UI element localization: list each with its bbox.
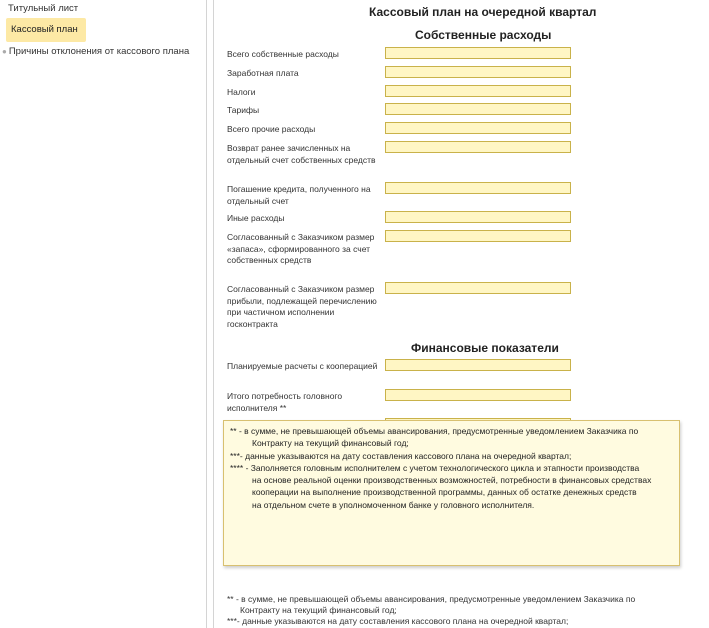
reserve-input[interactable] — [385, 230, 571, 242]
footnote-line: ***- данные указываются на дату составления кассового плана на очередной квартал; — [227, 616, 569, 626]
section-heading: Финансовые показатели — [411, 341, 559, 355]
tooltip-line: на отдельном счете в уполномоченном банке у головного исполнителя. — [252, 499, 535, 510]
profit-input[interactable] — [385, 282, 571, 294]
footnote-line: ** - в сумме, не превышающей объемы авансирования, предусмотренные уведомлением Заказчика по — [227, 594, 636, 604]
total-own-expenses-input[interactable] — [385, 47, 571, 59]
row-label: Возврат ранее зачисленных на отдельный счет собственных средств — [227, 143, 376, 165]
sidebar-item-label: Причины отклонения от кассового плана — [8, 46, 190, 57]
taxes-input[interactable] — [385, 85, 571, 97]
total-need-input[interactable] — [385, 389, 571, 401]
tooltip-line: **** - Заполняется головным исполнителем с учетом технологического цикла и этапности производства — [230, 462, 640, 473]
sidebar-item-label: Кассовый план — [11, 24, 78, 35]
salary-input[interactable] — [385, 66, 571, 78]
tooltip-line: ** - в сумме, не превышающей объемы авансирования, предусмотренные уведомлением Заказчика по — [230, 426, 639, 436]
row-label: Согласованный с Заказчиком размер прибыли, подлежащей перечислению при частичном исполнении госконтракта — [227, 284, 377, 330]
row-label: Всего прочие расходы — [227, 124, 316, 134]
row-label: Итого потребность головного исполнителя ** — [227, 391, 343, 413]
tooltip-line: Контракту на текущий финансовый год; — [252, 438, 409, 449]
row-label: Тарифы — [227, 105, 260, 115]
footnote-line: Контракту на текущий финансовый год; — [240, 605, 397, 615]
sidebar-item-deviation-reasons[interactable] — [2, 46, 190, 57]
footnote-tooltip — [223, 420, 680, 566]
tooltip-line: на основе реальной оценки производственных возможностей, потребности в финансовых средствах — [252, 475, 652, 486]
bullet-icon: ● — [2, 47, 7, 56]
section-heading: Собственные расходы — [415, 28, 552, 42]
panel-divider — [206, 0, 207, 628]
other-costs-input[interactable] — [385, 211, 571, 223]
row-label: Заработная плата — [227, 68, 299, 78]
row-label: Планируемые расчеты с кооперацией — [227, 361, 378, 371]
tooltip-line: ***- данные указываются на дату составления кассового плана на очередной квартал; — [230, 450, 572, 461]
sidebar-item-label: Титульный лист — [8, 3, 79, 14]
row-label: Согласованный с Заказчиком размер «запаса», сформированного за счет собственных средств — [227, 232, 375, 266]
refund-input[interactable] — [385, 141, 571, 153]
row-label: Иные расходы — [227, 213, 285, 223]
sidebar-item-cash-plan[interactable] — [6, 18, 86, 42]
loan-repayment-input[interactable] — [385, 182, 571, 194]
row-label: Налоги — [227, 87, 256, 97]
tariffs-input[interactable] — [385, 103, 571, 115]
sidebar-item-title-page[interactable] — [8, 3, 78, 14]
panel-divider — [213, 0, 214, 628]
row-label: Погашение кредита, полученного на отдельный счет — [227, 184, 371, 206]
cooperation-input[interactable] — [385, 359, 571, 371]
tooltip-line: кооперации на выполнение производственной программы, данных об остатке денежных средств — [252, 487, 637, 498]
other-expenses-input[interactable] — [385, 122, 571, 134]
sidebar — [0, 0, 212, 628]
row-label: Всего собственные расходы — [227, 49, 339, 59]
page-title: Кассовый план на очередной квартал — [369, 5, 597, 19]
